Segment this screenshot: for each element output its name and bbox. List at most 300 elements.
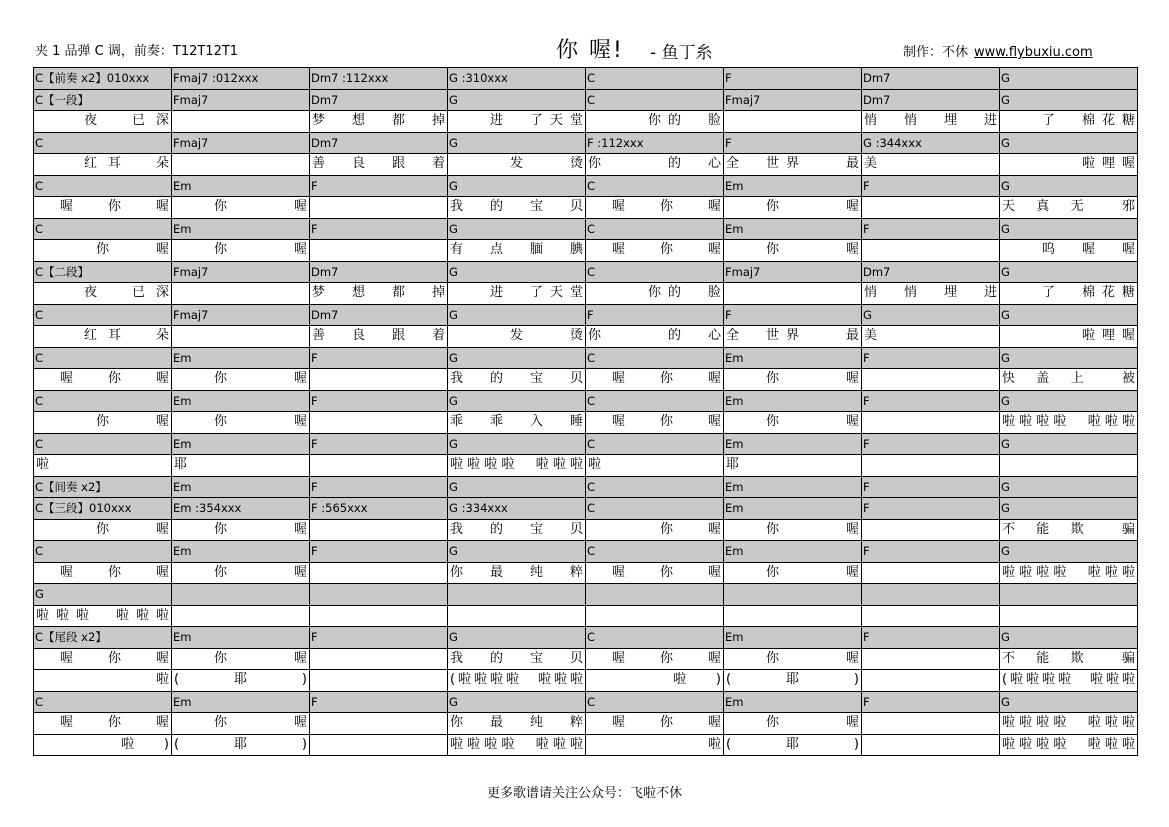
lyric-cell: [448, 563, 586, 585]
chord-label: Em: [173, 221, 192, 236]
chord-label: F: [311, 544, 318, 558]
chord-label: C【前奏 x2】010xxx: [35, 71, 150, 85]
lyric-row: [34, 326, 1138, 348]
lyric-cell: [172, 649, 310, 671]
chord-row: [34, 434, 1138, 456]
chord-row: [34, 498, 1138, 520]
lyric-text: 你的 脸: [588, 285, 721, 300]
lyric-cell: [724, 283, 862, 305]
lyric-cell: [34, 563, 172, 585]
lyric-cell: [1000, 111, 1138, 133]
chord-cell: [172, 391, 310, 413]
lyric-text: 喔 你 喔: [588, 715, 721, 730]
chord-label: C: [587, 92, 596, 107]
chord-cell: [34, 692, 172, 714]
chord-label: G: [1001, 501, 1010, 515]
chord-label: Fmaj7: [725, 264, 761, 279]
lyric-cell: [448, 412, 586, 434]
chord-label: G: [1001, 92, 1010, 107]
chord-cell: [1000, 176, 1138, 198]
chord-cell: [862, 219, 1000, 241]
lyric-text: 梦 想 都 掉: [312, 113, 445, 128]
chord-cell: [448, 68, 586, 90]
lyric-text: 不 能 欺 骗: [1002, 650, 1135, 666]
chord-label: C: [35, 436, 44, 451]
chord-row: [34, 391, 1138, 413]
chord-cell: [310, 541, 448, 563]
chord-label: Dm7: [311, 307, 339, 322]
lyric-cell: [448, 606, 586, 628]
lyric-cell: [1000, 670, 1138, 692]
chord-label: G: [1001, 71, 1010, 85]
lyric-cell: [448, 369, 586, 391]
lyric-cell: [1000, 520, 1138, 542]
chord-cell: [448, 133, 586, 155]
chord-label: Em: [725, 479, 744, 494]
chord-cell: [448, 541, 586, 563]
chord-cell: [310, 133, 448, 155]
lyric-cell: [586, 455, 724, 477]
lyric-text: 啦啦啦啦 啦啦啦: [1002, 715, 1135, 730]
chord-label: F: [863, 436, 870, 451]
lyric-text: 不 能 欺 骗: [1002, 521, 1135, 537]
chord-label: C【尾段 x2】: [35, 630, 107, 644]
lyric-text: 快 盖 上 被: [1002, 371, 1135, 386]
lyric-cell: [586, 649, 724, 671]
chord-label: F: [863, 479, 870, 494]
lyric-text: 了 棉花糖: [1002, 285, 1135, 300]
lyric-text: 你 喔: [174, 414, 307, 429]
song-title: 你 喔!: [556, 38, 624, 63]
chord-label: G: [1001, 221, 1010, 236]
lyric-cell: [34, 735, 172, 757]
lyric-text: 红耳 朵: [36, 328, 169, 343]
lyric-cell: [310, 606, 448, 628]
lyric-text: 进 了天堂: [450, 285, 583, 300]
lyric-cell: [1000, 369, 1138, 391]
lyric-cell: [862, 154, 1000, 176]
lyric-cell: [586, 154, 724, 176]
chord-label: C: [587, 71, 596, 85]
lyric-cell: [310, 154, 448, 176]
lyric-cell: [724, 520, 862, 542]
chord-cell: [862, 68, 1000, 90]
chord-label: G: [1001, 135, 1010, 150]
lyric-cell: [448, 455, 586, 477]
chord-label: G: [35, 587, 44, 601]
chord-label: Em: [725, 436, 744, 451]
lyric-cell: [724, 735, 862, 757]
lyric-row: [34, 670, 1138, 692]
chord-cell: [862, 584, 1000, 606]
chord-cell: [34, 90, 172, 112]
chord-cell: [1000, 305, 1138, 327]
lyric-cell: [586, 412, 724, 434]
lyric-text: 你 喔: [36, 521, 169, 537]
footer-note: 更多歌谱请关注公众号：飞啦不休: [486, 786, 682, 801]
chord-label: F: [863, 221, 870, 236]
chord-cell: [586, 90, 724, 112]
lyric-cell: [172, 111, 310, 133]
lyric-cell: [34, 606, 172, 628]
chord-label: C: [587, 501, 596, 515]
lyric-cell: [862, 520, 1000, 542]
chord-label: G: [449, 393, 458, 408]
lyric-cell: [448, 240, 586, 262]
chord-cell: [34, 434, 172, 456]
chord-cell: [586, 584, 724, 606]
chord-label: F: [725, 71, 732, 85]
lyric-cell: [862, 670, 1000, 692]
chord-label: Fmaj7: [725, 92, 761, 107]
lyric-row: [34, 154, 1138, 176]
lyric-cell: [310, 649, 448, 671]
lyric-text: 你 喔: [726, 715, 859, 730]
chord-cell: [172, 219, 310, 241]
lyric-cell: [34, 111, 172, 133]
chord-label: G: [449, 307, 458, 322]
chord-row: [34, 90, 1138, 112]
chord-label: Fmaj7: [173, 307, 209, 322]
chord-cell: [724, 541, 862, 563]
lyric-text: 呜 喔 喔: [1002, 242, 1135, 257]
chord-cell: [34, 305, 172, 327]
chord-cell: [448, 176, 586, 198]
chord-label: G: [1001, 307, 1010, 322]
lyric-text: 梦 想 都 掉: [312, 285, 445, 300]
lyric-text: 喔 你 喔: [36, 715, 169, 730]
chord-label: C: [587, 393, 596, 408]
chord-label: C: [35, 393, 44, 408]
chord-row: [34, 176, 1138, 198]
chord-cell: [310, 348, 448, 370]
lyric-cell: [724, 670, 862, 692]
lyric-cell: [172, 283, 310, 305]
lyric-text: 喔 你 喔: [36, 650, 169, 666]
chord-row: [34, 584, 1138, 606]
chord-label: G: [1001, 393, 1010, 408]
chord-cell: [34, 176, 172, 198]
chord-label: G: [1001, 350, 1010, 365]
lyric-cell: [34, 412, 172, 434]
lyric-cell: [34, 154, 172, 176]
lyric-cell: [862, 326, 1000, 348]
lyric-cell: [310, 670, 448, 692]
chord-cell: [862, 305, 1000, 327]
chord-label: C【一段】: [35, 92, 90, 107]
lyric-text: 有 点 腼 腆: [450, 242, 583, 257]
chord-label: G: [1001, 630, 1010, 644]
chord-label: Dm7: [863, 71, 891, 85]
lyric-cell: [34, 240, 172, 262]
chord-cell: [448, 477, 586, 499]
lyric-text: 全 世界 最: [726, 328, 859, 343]
lyric-text: 你 的心: [588, 156, 721, 171]
chord-cell: [862, 176, 1000, 198]
chord-cell: [1000, 68, 1138, 90]
chord-label: Em: [725, 630, 744, 644]
lyric-cell: [1000, 649, 1138, 671]
chord-label: G: [449, 436, 458, 451]
chord-label: Em: [173, 350, 192, 365]
chord-cell: [448, 434, 586, 456]
chord-cell: [34, 133, 172, 155]
chord-cell: [310, 90, 448, 112]
lyric-cell: [172, 240, 310, 262]
lyric-cell: [724, 369, 862, 391]
lyric-text: 喔 你 喔: [588, 414, 721, 429]
lyric-cell: [310, 240, 448, 262]
chord-cell: [586, 262, 724, 284]
chord-label: C: [35, 544, 44, 558]
chord-label: C: [35, 178, 44, 193]
chord-label: Dm7: [311, 264, 339, 279]
chord-label: F: [863, 694, 870, 709]
chord-label: C: [35, 350, 44, 365]
chord-label: F :565xxx: [311, 501, 368, 515]
lyric-text: 我 的 宝 贝: [450, 521, 583, 537]
chord-cell: [310, 305, 448, 327]
lyric-text: 啦): [36, 736, 169, 752]
chord-cell: [586, 541, 724, 563]
lyric-cell: [448, 111, 586, 133]
credit-line: [903, 41, 1093, 60]
chord-cell: [448, 219, 586, 241]
chord-cell: [862, 262, 1000, 284]
chord-label: Em :354xxx: [173, 501, 242, 515]
chord-label: C: [35, 694, 44, 709]
lyric-cell: [586, 240, 724, 262]
lyric-row: [34, 713, 1138, 735]
chord-label: Dm7: [311, 135, 339, 150]
lyric-text: 你 喔: [174, 521, 307, 537]
chord-label: C: [35, 135, 44, 150]
lyric-text: 啦: [36, 457, 50, 472]
chord-cell: [310, 262, 448, 284]
lyric-text: 善 良 跟 着: [312, 328, 445, 343]
chord-row: [34, 68, 1138, 90]
lyric-text: 啦哩喔: [1002, 156, 1135, 171]
lyric-text: 你 的心: [588, 328, 721, 343]
chord-cell: [448, 348, 586, 370]
chord-label: F: [587, 307, 594, 322]
lyric-cell: [862, 563, 1000, 585]
chord-cell: [724, 477, 862, 499]
lyric-cell: [586, 606, 724, 628]
lyric-text: 啦: [588, 457, 602, 472]
lyric-cell: [1000, 197, 1138, 219]
lyric-text: 我 的 宝 贝: [450, 371, 583, 386]
chord-cell: [448, 692, 586, 714]
chord-cell: [586, 133, 724, 155]
chord-row: [34, 133, 1138, 155]
chord-cell: [172, 176, 310, 198]
lyric-cell: [1000, 154, 1138, 176]
chord-cell: [1000, 262, 1138, 284]
lyric-cell: [448, 326, 586, 348]
chord-label: G: [1001, 544, 1010, 558]
lyric-cell: [586, 197, 724, 219]
chord-row: [34, 477, 1138, 499]
chord-cell: [724, 68, 862, 90]
lyric-text: 发 烫: [450, 328, 583, 343]
lyric-cell: [310, 197, 448, 219]
chord-cell: [172, 262, 310, 284]
lyric-text: 美: [864, 328, 878, 343]
chord-cell: [724, 348, 862, 370]
lyric-cell: [724, 412, 862, 434]
chord-cell: [586, 219, 724, 241]
chord-label: Em: [173, 436, 192, 451]
chord-cell: [448, 262, 586, 284]
lyric-cell: [862, 649, 1000, 671]
chord-label: F: [863, 544, 870, 558]
chord-cell: [310, 68, 448, 90]
chord-row: [34, 541, 1138, 563]
lyric-row: [34, 240, 1138, 262]
lyric-text: (耶): [174, 672, 307, 687]
chord-cell: [172, 348, 310, 370]
chord-cell: [310, 627, 448, 649]
chord-cell: [310, 176, 448, 198]
chord-label: Fmaj7: [173, 264, 209, 279]
chord-cell: [34, 498, 172, 520]
lyric-text: 你 喔: [174, 564, 307, 580]
chord-label: Dm7: [311, 92, 339, 107]
chord-cell: [310, 219, 448, 241]
lyric-text: 你 喔: [174, 242, 307, 257]
chord-cell: [724, 692, 862, 714]
chord-cell: [448, 584, 586, 606]
lyric-text: 你 喔: [174, 371, 307, 386]
chord-label: C: [35, 221, 44, 236]
chord-sheet-grid: [33, 67, 1138, 756]
lyric-text: 进 了天堂: [450, 113, 583, 128]
chord-cell: [1000, 627, 1138, 649]
lyric-text: (耶): [174, 736, 307, 752]
chord-label: Em: [725, 178, 744, 193]
chord-cell: [586, 176, 724, 198]
lyric-row: [34, 197, 1138, 219]
lyric-cell: [310, 326, 448, 348]
lyric-text: 喔 你 喔: [588, 650, 721, 666]
lyric-text: 你的 脸: [588, 113, 721, 128]
lyric-row: [34, 111, 1138, 133]
chord-cell: [862, 133, 1000, 155]
lyric-cell: [448, 713, 586, 735]
lyric-cell: [172, 326, 310, 348]
chord-label: G: [1001, 479, 1010, 494]
chord-cell: [1000, 133, 1138, 155]
chord-cell: [1000, 90, 1138, 112]
chord-row: [34, 348, 1138, 370]
chord-label: C: [587, 221, 596, 236]
chord-cell: [586, 498, 724, 520]
lyric-cell: [172, 735, 310, 757]
chord-label: C: [587, 350, 596, 365]
chord-row: [34, 692, 1138, 714]
chord-label: F: [863, 630, 870, 644]
lyric-cell: [586, 111, 724, 133]
lyric-text: 啦): [588, 672, 721, 687]
lyric-cell: [724, 563, 862, 585]
chord-cell: [448, 627, 586, 649]
lyric-text: 美: [864, 156, 878, 171]
chord-label: F: [863, 178, 870, 193]
chord-cell: [862, 541, 1000, 563]
chord-cell: [172, 68, 310, 90]
chord-cell: [724, 434, 862, 456]
chord-cell: [724, 584, 862, 606]
chord-cell: [310, 391, 448, 413]
lyric-text: 啦啦啦啦 啦啦啦: [1002, 414, 1135, 429]
lyric-cell: [34, 283, 172, 305]
chord-label: Em: [173, 544, 192, 558]
lyric-cell: [34, 520, 172, 542]
chord-cell: [34, 584, 172, 606]
capo-and-intro-info: 夹 1 品弹 C 调，前奏：T12T12T1: [35, 44, 239, 59]
chord-label: F: [863, 393, 870, 408]
lyric-text: 耶: [726, 457, 740, 472]
chord-cell: [310, 477, 448, 499]
site-link[interactable]: www.flybuxiu.com: [974, 45, 1093, 60]
lyric-cell: [172, 154, 310, 176]
chord-cell: [448, 391, 586, 413]
lyric-cell: [172, 455, 310, 477]
lyric-text: 全 世界 最: [726, 156, 859, 171]
chord-label: F: [311, 630, 318, 644]
lyric-text: 你 喔: [726, 521, 859, 537]
lyric-text: (耶): [726, 736, 859, 752]
lyric-cell: [310, 713, 448, 735]
chord-cell: [34, 391, 172, 413]
lyric-cell: [310, 735, 448, 757]
chord-label: G: [449, 264, 458, 279]
chord-cell: [1000, 348, 1138, 370]
lyric-cell: [724, 111, 862, 133]
chord-label: Em: [173, 178, 192, 193]
chord-label: Em: [725, 221, 744, 236]
lyric-cell: [586, 520, 724, 542]
chord-label: G: [1001, 694, 1010, 709]
lyric-cell: [862, 240, 1000, 262]
lyric-cell: [586, 713, 724, 735]
lyric-cell: [448, 735, 586, 757]
chord-cell: [172, 584, 310, 606]
lyric-cell: [310, 111, 448, 133]
lyric-cell: [172, 520, 310, 542]
chord-cell: [34, 219, 172, 241]
lyric-row: [34, 369, 1138, 391]
lyric-cell: [862, 111, 1000, 133]
chord-cell: [172, 434, 310, 456]
chord-label: Fmaj7: [173, 135, 209, 150]
lyric-text: 你 喔: [174, 650, 307, 666]
chord-label: Em: [173, 630, 192, 644]
lyric-cell: [724, 326, 862, 348]
chord-label: G :334xxx: [449, 501, 508, 515]
lyric-cell: [34, 713, 172, 735]
chord-label: F :112xxx: [587, 135, 644, 150]
chord-cell: [172, 498, 310, 520]
chord-label: Em: [725, 501, 744, 515]
lyric-cell: [586, 369, 724, 391]
lyric-row: [34, 455, 1138, 477]
chord-label: G :344xxx: [863, 135, 922, 150]
lyric-text: 喔 你 喔: [588, 242, 721, 257]
chord-label: F: [311, 221, 318, 236]
chord-label: Em: [725, 544, 744, 558]
